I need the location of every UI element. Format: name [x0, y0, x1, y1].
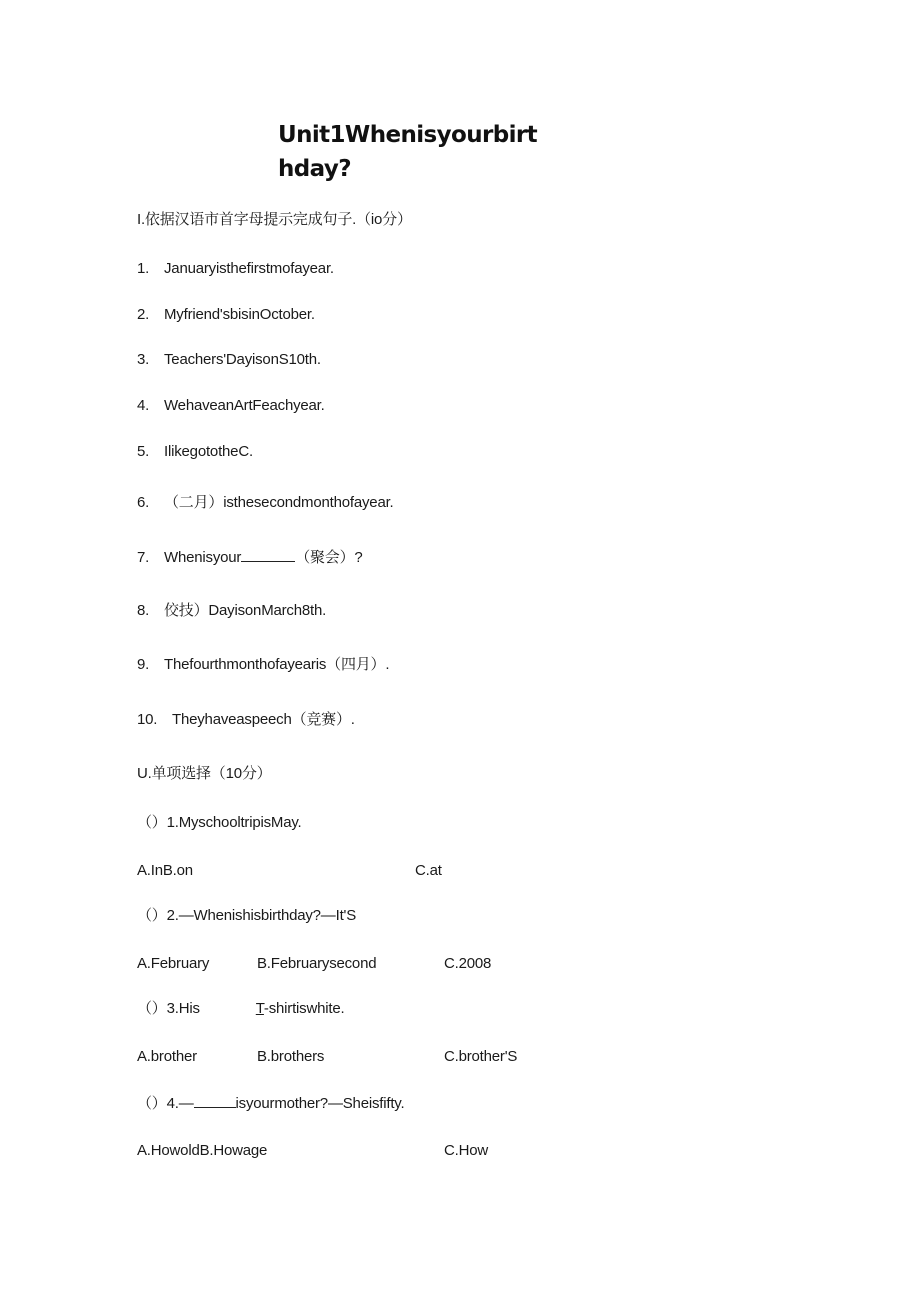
- option-a-b[interactable]: A.HowoldB.Howage: [137, 1142, 268, 1159]
- fill-item-9: [137, 655, 389, 675]
- answer-blank[interactable]: [241, 547, 295, 562]
- item-text: 佼技）DayisonMarch8th.: [164, 602, 327, 619]
- item-number: 5.: [137, 443, 150, 460]
- fill-item-3: [137, 350, 321, 370]
- item-text: Myfriend'sbisinOctober.: [164, 306, 315, 323]
- choice-question-1: （）1.MyschooltripisMay.: [137, 814, 302, 831]
- fill-item-7: [137, 547, 363, 568]
- item-text: （二月）isthesecondmonthofayear.: [164, 494, 394, 511]
- option-b[interactable]: B.Februarysecond: [257, 955, 377, 972]
- item-text: Thefourthmonthofayearis（四月）.: [164, 656, 390, 673]
- item-text: Januaryisthefirstmofayear.: [164, 260, 334, 277]
- option-c[interactable]: C.How: [444, 1142, 489, 1159]
- item-number: 2.: [137, 306, 150, 323]
- fill-item-1: [137, 259, 334, 279]
- fill-item-5: [137, 442, 253, 462]
- option-a[interactable]: A.February: [137, 955, 210, 972]
- section2-heading: U.单项选择（10分）: [137, 765, 272, 782]
- fill-item-8: [137, 601, 326, 621]
- option-b[interactable]: B.brothers: [257, 1048, 325, 1065]
- item-number: 10.: [137, 711, 158, 728]
- question-stem-suffix: isyourmother?—Sheisfifty.: [235, 1095, 405, 1112]
- item-text: Whenisyour: [164, 549, 242, 566]
- fill-item-10: [137, 710, 355, 730]
- fill-item-6: [137, 493, 394, 513]
- answer-blank[interactable]: [194, 1093, 236, 1108]
- fill-item-4: [137, 396, 325, 416]
- item-number: 6.: [137, 494, 150, 511]
- choice-question-2: （）2.—Whenishisbirthday?—It'S: [137, 907, 357, 924]
- item-number: 8.: [137, 602, 150, 619]
- item-number: 4.: [137, 397, 150, 414]
- section1-heading: I.依据汉语市首字母提示完成句子.（io分）: [137, 211, 412, 228]
- item-text: WehaveanArtFeachyear.: [164, 397, 325, 414]
- option-c[interactable]: C.brother'S: [444, 1048, 518, 1065]
- choice-question-4: [137, 1093, 404, 1114]
- item-text: Teachers'DayisonS10th.: [164, 351, 321, 368]
- question-stem-suffix: -shirtiswhite.: [263, 1000, 345, 1017]
- option-c[interactable]: C.at: [415, 862, 442, 879]
- option-c[interactable]: C.2008: [444, 955, 492, 972]
- question-stem-prefix: （）4.—: [137, 1095, 194, 1112]
- fill-item-2: [137, 305, 315, 325]
- page-title: Unit1Whenisyourbirthday?: [278, 122, 538, 182]
- underlined-letter: T: [255, 1000, 264, 1017]
- item-number: 7.: [137, 549, 150, 566]
- choice-question-3: [137, 999, 344, 1019]
- option-a[interactable]: A.brother: [137, 1048, 197, 1065]
- item-text: IlikegototheC.: [164, 443, 253, 460]
- item-number: 1.: [137, 260, 150, 277]
- item-text: （聚会）?: [295, 549, 363, 566]
- item-text: Theyhaveaspeech（竞赛）.: [172, 711, 355, 728]
- item-number: 9.: [137, 656, 150, 673]
- question-stem-prefix: （）3.His: [137, 1000, 200, 1017]
- option-a-b[interactable]: A.InB.on: [137, 862, 193, 879]
- item-number: 3.: [137, 351, 150, 368]
